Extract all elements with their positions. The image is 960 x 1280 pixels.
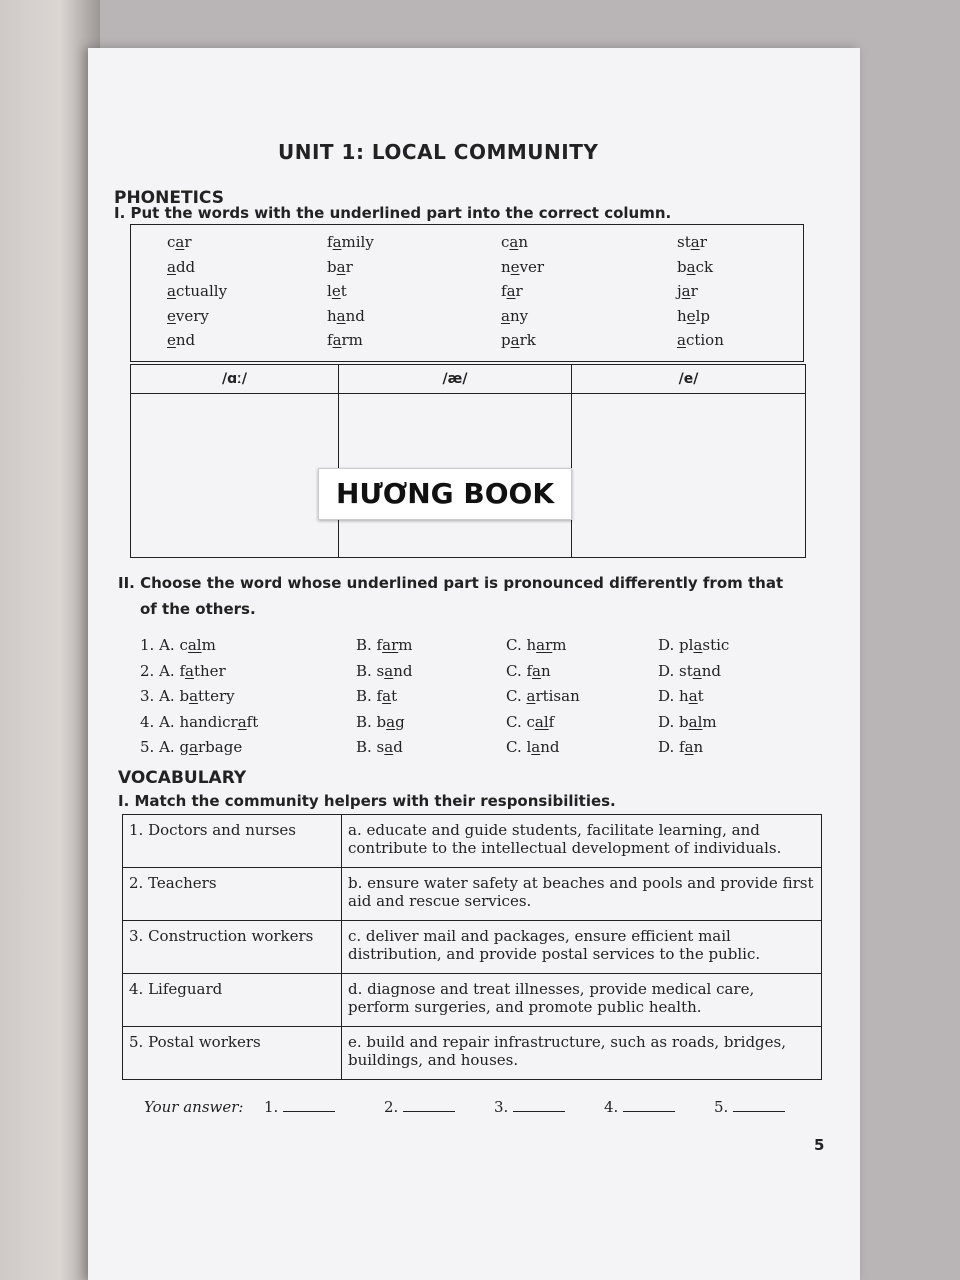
match-instruction: I. Match the community helpers with their responsibilities. [118, 792, 616, 810]
word-box [130, 224, 804, 362]
answer-option[interactable]: C. land [506, 738, 560, 756]
word-item: car [167, 233, 192, 251]
exercise-1-instruction: I. Put the words with the underlined part into the correct column. [114, 204, 672, 222]
answer-number: 4. [604, 1098, 619, 1116]
sound-header: /e/ [572, 365, 806, 394]
word-item: farm [327, 331, 363, 349]
exercise-2-instruction: II. Choose the word whose underlined part is pronounced differently from that [118, 574, 784, 592]
answer-number: 2. [384, 1098, 399, 1116]
word-column [677, 233, 724, 356]
word-item: let [327, 282, 347, 300]
facing-page-edge [0, 0, 100, 1280]
page-number: 5 [814, 1136, 825, 1154]
answer-cell[interactable] [572, 394, 806, 558]
workbook-page [88, 48, 860, 1280]
word-item: back [677, 257, 714, 276]
word-column [167, 233, 227, 356]
word-item: action [677, 331, 724, 349]
answer-number: 5. [714, 1098, 729, 1116]
answer-blank[interactable] [604, 1098, 675, 1116]
responsibility-cell: c. deliver mail and packages, ensure efficient mail distribution, and provide postal services to the public. [342, 921, 822, 974]
helper-cell: 4. Lifeguard [123, 974, 342, 1027]
word-item: bar [327, 257, 353, 276]
answer-option[interactable]: B. fat [356, 687, 398, 705]
answer-option[interactable]: 3. A. battery [140, 687, 235, 705]
answer-number: 1. [264, 1098, 279, 1116]
responsibility-cell: d. diagnose and treat illnesses, provide medical care, perform surgeries, and promote public health. [342, 974, 822, 1027]
answer-option[interactable]: 2. A. father [140, 661, 226, 680]
word-item: jar [677, 282, 698, 300]
word-item: add [167, 257, 196, 276]
word-item: family [327, 233, 374, 251]
word-item: any [501, 306, 529, 325]
answer-option[interactable]: D. fan [658, 738, 704, 756]
answer-cell[interactable] [131, 394, 339, 558]
match-table [122, 814, 822, 1080]
responsibility-cell: e. build and repair infrastructure, such as roads, bridges, buildings, and houses. [342, 1027, 822, 1080]
match-row [123, 868, 822, 921]
match-row [123, 815, 822, 868]
answer-blank[interactable] [714, 1098, 785, 1116]
word-item: hand [327, 306, 365, 325]
sound-header: /ɑː/ [131, 365, 339, 394]
answer-option[interactable]: C. harm [506, 636, 567, 654]
helper-cell: 2. Teachers [123, 868, 342, 921]
answer-option[interactable]: B. bag [356, 712, 405, 731]
answer-option[interactable]: D. stand [658, 661, 721, 680]
match-row [123, 1027, 822, 1080]
word-item: end [167, 331, 196, 349]
helper-cell: 1. Doctors and nurses [123, 815, 342, 868]
answer-number: 3. [494, 1098, 509, 1116]
match-row [123, 921, 822, 974]
vocabulary-heading: VOCABULARY [118, 768, 247, 788]
word-item: never [501, 257, 545, 276]
publisher-stamp: HƯƠNG BOOK [318, 468, 572, 520]
word-item: help [677, 306, 710, 325]
sound-sort-table [130, 364, 806, 558]
word-item: park [501, 331, 536, 349]
answer-blank[interactable] [384, 1098, 455, 1116]
unit-title: UNIT 1: LOCAL COMMUNITY [278, 140, 599, 164]
helper-cell: 3. Construction workers [123, 921, 342, 974]
match-row [123, 974, 822, 1027]
word-column [501, 233, 544, 356]
answer-option[interactable]: B. sand [356, 661, 413, 680]
exercise-2-instruction-cont: of the others. [140, 600, 256, 618]
answer-option[interactable]: C. calf [506, 712, 555, 731]
word-item: far [501, 282, 523, 300]
answer-blank[interactable] [264, 1098, 335, 1116]
responsibility-cell: a. educate and guide students, facilitate learning, and contribute to the intellectual development of individuals. [342, 815, 822, 868]
answer-option[interactable]: B. sad [356, 738, 403, 756]
answer-blank[interactable] [494, 1098, 565, 1116]
answer-option[interactable]: D. balm [658, 712, 717, 731]
sound-header: /æ/ [339, 365, 572, 394]
answer-option[interactable]: 1. A. calm [140, 636, 216, 654]
answer-option[interactable]: 4. A. handicraft [140, 712, 259, 731]
answer-option[interactable]: D. hat [658, 687, 704, 705]
answer-option[interactable]: B. farm [356, 636, 413, 654]
answer-label: Your answer: [144, 1098, 244, 1116]
responsibility-cell: b. ensure water safety at beaches and pools and provide first aid and rescue services. [342, 868, 822, 921]
word-item: actually [167, 282, 228, 300]
word-item: every [167, 306, 209, 325]
answer-option[interactable]: C. artisan [506, 687, 580, 705]
phonetics-heading: PHONETICS [114, 188, 224, 208]
word-item: can [501, 233, 529, 251]
answer-option[interactable]: C. fan [506, 661, 551, 680]
word-column [327, 233, 374, 356]
word-item: star [677, 233, 707, 251]
answer-option[interactable]: D. plastic [658, 636, 730, 654]
answer-option[interactable]: 5. A. garbage [140, 738, 243, 756]
helper-cell: 5. Postal workers [123, 1027, 342, 1080]
